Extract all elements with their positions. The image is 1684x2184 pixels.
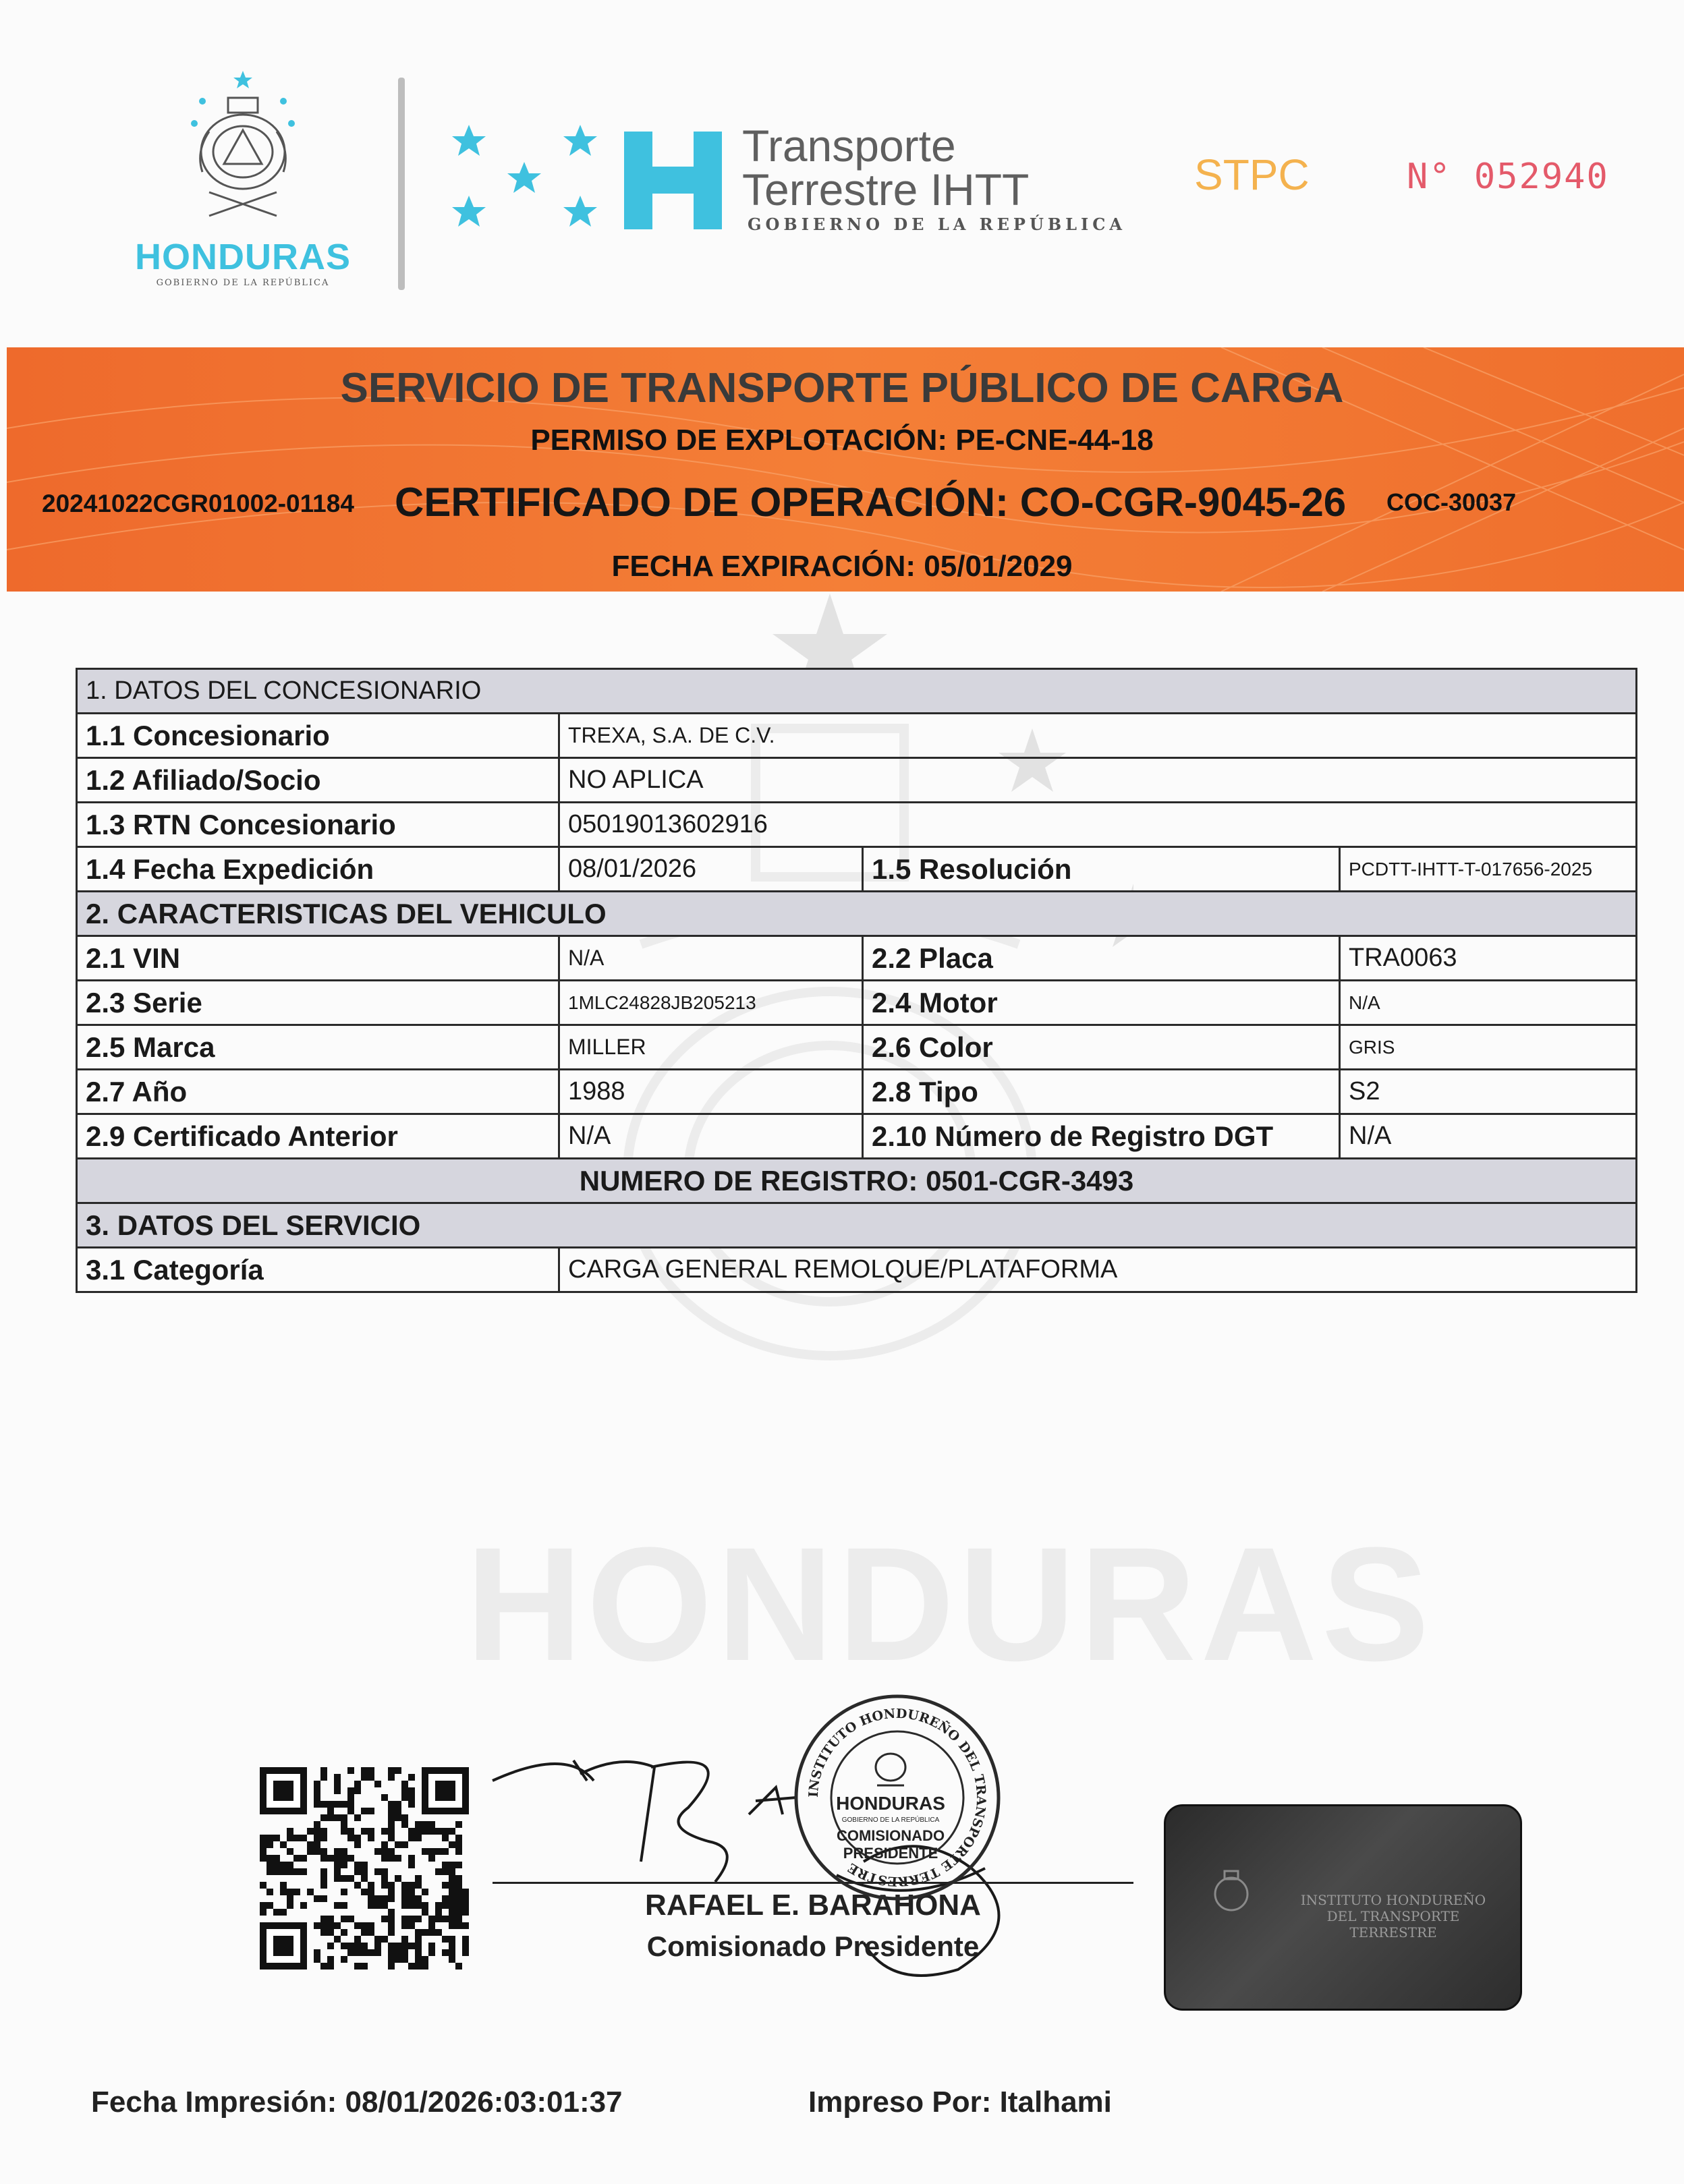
seal-subtitle: GOBIERNO DE LA REPÚBLICA [841,1816,940,1824]
tracking-code: 20241022CGR01002-01184 [42,490,354,517]
seal-country: HONDURAS [836,1793,945,1814]
seal-ring-text: INSTITUTO HONDUREÑO DEL TRANSPORTE TERRESTRE [806,1706,989,1889]
seal-role-line1: COMISIONADO [836,1827,945,1844]
impreso-por: Impreso Por: Italhami [808,2086,1112,2119]
field-label: 2.7 Año [77,1070,559,1114]
table-row [77,714,1637,758]
seal-role-line2: PRESIDENTE [843,1845,938,1862]
field-value: TREXA, S.A. DE C.V. [559,714,1637,758]
field-label: 2.5 Marca [77,1025,559,1070]
ihtt-title-line2: Terrestre IHTT [742,165,1030,214]
qr-code-icon [260,1767,469,1970]
field-label: 2.10 Número de Registro DGT [863,1114,1340,1159]
field-label: 2.1 VIN [77,936,559,981]
section-header-servicio [77,1203,1637,1248]
table-row [77,1248,1637,1292]
five-stars-icon [445,125,607,236]
certificate-table [76,668,1635,1293]
field-label: 2.9 Certificado Anterior [77,1114,559,1159]
field-label: 1.1 Concesionario [77,714,559,758]
honduras-logo-subtitle: GOBIERNO DE LA REPÚBLICA [156,278,330,288]
hologram-emblem-icon [1211,1868,1252,1916]
signatory-role: Comisionado Presidente [646,1930,980,1962]
fecha-impresion: Fecha Impresión: 08/01/2026:03:01:37 [91,2086,623,2119]
field-value: 05019013602916 [559,803,1637,847]
header-divider [398,78,405,290]
field-value: GRIS [1340,1025,1637,1070]
field-value: N/A [1340,981,1637,1025]
serial-number: N° 052940 [1407,156,1609,197]
field-label: 2.4 Motor [863,981,1340,1025]
field-label: 2.2 Placa [863,936,1340,981]
field-label: 1.2 Afiliado/Socio [77,758,559,803]
certificado-operacion: CERTIFICADO DE OPERACIÓN: CO-CGR-9045-26 [395,480,1347,525]
field-label: 2.8 Tipo [863,1070,1340,1114]
section-title: 3. DATOS DEL SERVICIO [77,1203,1637,1248]
section-title: 1. DATOS DEL CONCESIONARIO [77,669,1637,714]
field-label: 2.6 Color [863,1025,1340,1070]
signatory-name: RAFAEL E. BARAHONA [645,1889,981,1922]
field-label: 2.3 Serie [77,981,559,1025]
coc-code: COC-30037 [1386,488,1517,516]
section-header-concesionario [77,669,1637,714]
table-row [77,981,1637,1025]
honduras-logo-text: HONDURAS [134,237,351,277]
field-value: PCDTT-IHTT-T-017656-2025 [1340,847,1637,892]
registro-row [77,1159,1637,1203]
service-title: SERVICIO DE TRANSPORTE PÚBLICO DE CARGA [340,365,1344,411]
section-title: 2. CARACTERISTICAS DEL VEHICULO [77,892,1637,936]
field-value: N/A [559,936,863,981]
field-value: 1MLC24828JB205213 [559,981,863,1025]
field-value: N/A [559,1114,863,1159]
honduras-coat-of-arms-icon [182,71,304,226]
stpc-label: STPC [1194,150,1310,199]
fecha-expiracion: FECHA EXPIRACIÓN: 05/01/2029 [611,550,1073,583]
field-value: TRA0063 [1340,936,1637,981]
field-label: 1.3 RTN Concesionario [77,803,559,847]
ihtt-subtitle: GOBIERNO DE LA REPÚBLICA [748,214,1126,234]
table-row [77,1114,1637,1159]
table-row [77,847,1637,892]
table-row [77,758,1637,803]
table-row [77,936,1637,981]
field-value: 1988 [559,1070,863,1114]
ihtt-title-line1: Transporte [742,121,956,171]
hologram-text: INSTITUTO HONDUREÑO DEL TRANSPORTE TERRESTRE [1300,1892,1486,1941]
table-row [77,1070,1637,1114]
field-label: 1.4 Fecha Expedición [77,847,559,892]
ihtt-h-logo-icon [624,132,722,229]
field-value: MILLER [559,1025,863,1070]
numero-registro: NUMERO DE REGISTRO: 0501-CGR-3493 [77,1159,1637,1203]
field-value: NO APLICA [559,758,1637,803]
permiso-explotacion: PERMISO DE EXPLOTACIÓN: PE-CNE-44-18 [530,424,1154,457]
field-label: 3.1 Categoría [77,1248,559,1292]
field-value: S2 [1340,1070,1637,1114]
section-header-vehiculo [77,892,1637,936]
watermark-honduras: HONDURAS [466,1514,1434,1694]
field-value: CARGA GENERAL REMOLQUE/PLATAFORMA [559,1248,1637,1292]
field-value: 08/01/2026 [559,847,863,892]
field-label: 1.5 Resolución [863,847,1340,892]
table-row [77,803,1637,847]
official-seal-stamp [789,1690,1005,1905]
table-row [77,1025,1637,1070]
field-value: N/A [1340,1114,1637,1159]
